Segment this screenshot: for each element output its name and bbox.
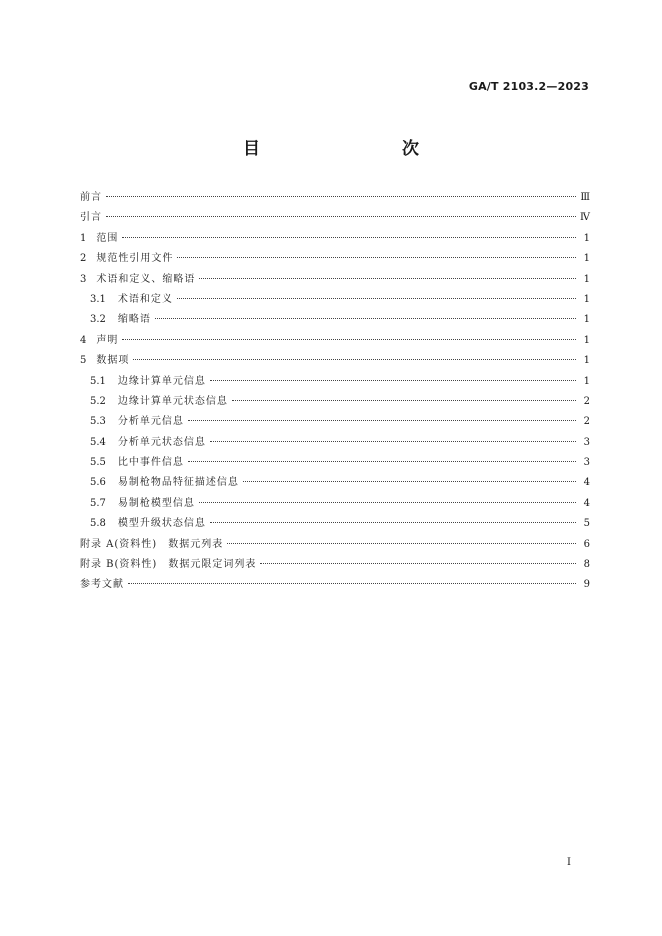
toc-entry-number: 2 bbox=[80, 253, 87, 265]
table-of-contents bbox=[80, 188, 590, 596]
toc-entry-label: 规范性引用文件 bbox=[96, 253, 174, 265]
toc-entry[interactable] bbox=[80, 453, 590, 473]
toc-entry-label: 术语和定义、缩略语 bbox=[96, 273, 196, 285]
toc-entry-page: 4 bbox=[583, 477, 590, 489]
toc-entry-number: 5.5 bbox=[90, 457, 106, 469]
toc-entry-label: 附录 A(资料性) 数据元列表 bbox=[80, 538, 224, 550]
toc-entry[interactable] bbox=[80, 535, 590, 555]
toc-entry-label: 数据项 bbox=[96, 355, 130, 367]
toc-dot-leader bbox=[232, 400, 576, 401]
toc-entry-page: Ⅲ bbox=[580, 192, 590, 203]
toc-entry-number: 3.2 bbox=[90, 314, 106, 326]
toc-entry[interactable] bbox=[80, 208, 590, 228]
toc-entry[interactable] bbox=[80, 372, 590, 392]
toc-entry-label: 模型升级状态信息 bbox=[117, 518, 206, 530]
toc-dot-leader bbox=[106, 216, 576, 217]
toc-dot-leader bbox=[177, 257, 576, 258]
toc-dot-leader bbox=[122, 339, 576, 340]
toc-entry-number: 4 bbox=[80, 334, 87, 346]
toc-entry-page: 1 bbox=[583, 273, 590, 285]
toc-entry-number: 5.2 bbox=[90, 395, 106, 407]
toc-dot-leader bbox=[199, 278, 576, 279]
toc-entry-number: 5.3 bbox=[90, 416, 106, 428]
toc-entry[interactable] bbox=[80, 514, 590, 534]
toc-entry-label: 引言 bbox=[80, 212, 102, 224]
toc-entry-page: 1 bbox=[583, 232, 590, 244]
toc-entry-label: 分析单元信息 bbox=[117, 416, 184, 428]
toc-entry-label: 易制枪物品特征描述信息 bbox=[117, 477, 239, 489]
toc-entry-page: 4 bbox=[583, 497, 590, 509]
page-title: 目 次 bbox=[243, 139, 455, 159]
toc-dot-leader bbox=[243, 481, 576, 482]
toc-entry-page: 5 bbox=[583, 518, 590, 530]
toc-dot-leader bbox=[260, 563, 576, 564]
toc-entry-label: 边缘计算单元信息 bbox=[117, 375, 206, 387]
toc-entry-label: 前言 bbox=[80, 192, 102, 203]
toc-entry[interactable] bbox=[80, 188, 590, 208]
page-number: I bbox=[567, 857, 571, 868]
toc-entry-number: 1 bbox=[80, 232, 87, 244]
toc-dot-leader bbox=[128, 583, 576, 584]
toc-entry-label: 缩略语 bbox=[117, 314, 151, 326]
toc-dot-leader bbox=[122, 237, 576, 238]
toc-dot-leader bbox=[210, 441, 576, 442]
toc-entry-page: 8 bbox=[583, 559, 590, 571]
toc-entry[interactable] bbox=[80, 229, 590, 249]
toc-entry-number: 5.1 bbox=[90, 375, 106, 387]
toc-entry-number: 5.8 bbox=[90, 518, 106, 530]
toc-dot-leader bbox=[199, 502, 576, 503]
toc-dot-leader bbox=[177, 298, 576, 299]
toc-entry-page: 6 bbox=[583, 538, 590, 550]
toc-entry-label: 分析单元状态信息 bbox=[117, 436, 206, 448]
toc-entry-number: 3 bbox=[80, 273, 87, 285]
toc-dot-leader bbox=[210, 522, 576, 523]
toc-entry[interactable] bbox=[80, 270, 590, 290]
toc-entry-page: 1 bbox=[583, 314, 590, 326]
toc-entry-label: 附录 B(资料性) 数据元限定词列表 bbox=[80, 559, 257, 571]
toc-entry[interactable] bbox=[80, 310, 590, 330]
toc-entry-label: 比中事件信息 bbox=[117, 457, 184, 469]
toc-dot-leader bbox=[188, 461, 576, 462]
toc-entry[interactable] bbox=[80, 351, 590, 371]
toc-entry-page: 2 bbox=[583, 395, 590, 407]
standard-code: GA/T 2103.2—2023 bbox=[468, 80, 589, 93]
toc-entry-page: 1 bbox=[583, 375, 590, 387]
toc-entry[interactable] bbox=[80, 392, 590, 412]
toc-dot-leader bbox=[155, 318, 576, 319]
toc-entry[interactable] bbox=[80, 473, 590, 493]
toc-dot-leader bbox=[210, 380, 576, 381]
toc-entry[interactable] bbox=[80, 555, 590, 575]
toc-entry-page: Ⅳ bbox=[580, 212, 590, 224]
toc-entry[interactable] bbox=[80, 494, 590, 514]
toc-entry-number: 5.4 bbox=[90, 436, 106, 448]
toc-entry[interactable] bbox=[80, 331, 590, 351]
toc-entry[interactable] bbox=[80, 412, 590, 432]
toc-entry[interactable] bbox=[80, 290, 590, 310]
toc-entry-page: 2 bbox=[583, 416, 590, 428]
toc-dot-leader bbox=[227, 543, 576, 544]
toc-entry-page: 1 bbox=[583, 334, 590, 346]
toc-entry-page: 3 bbox=[583, 436, 590, 448]
toc-entry-number: 5.6 bbox=[90, 477, 106, 489]
toc-entry-label: 易制枪模型信息 bbox=[117, 497, 195, 509]
toc-entry-page: 3 bbox=[583, 457, 590, 469]
toc-entry-label: 参考文献 bbox=[80, 579, 124, 591]
toc-dot-leader bbox=[188, 420, 576, 421]
toc-entry-number: 3.1 bbox=[90, 293, 106, 305]
toc-entry-label: 边缘计算单元状态信息 bbox=[117, 395, 228, 407]
toc-entry-page: 1 bbox=[583, 253, 590, 265]
toc-entry[interactable] bbox=[80, 249, 590, 269]
toc-entry-page: 9 bbox=[583, 579, 590, 591]
toc-dot-leader bbox=[133, 359, 576, 360]
toc-entry-label: 声明 bbox=[96, 334, 119, 346]
toc-entry[interactable] bbox=[80, 433, 590, 453]
toc-dot-leader bbox=[106, 196, 576, 197]
toc-entry-page: 1 bbox=[583, 293, 590, 305]
toc-entry-label: 范围 bbox=[96, 232, 119, 244]
toc-entry[interactable] bbox=[80, 575, 590, 595]
toc-entry-number: 5.7 bbox=[90, 497, 106, 509]
toc-entry-number: 5 bbox=[80, 355, 87, 367]
toc-entry-page: 1 bbox=[583, 355, 590, 367]
toc-entry-label: 术语和定义 bbox=[117, 293, 173, 305]
